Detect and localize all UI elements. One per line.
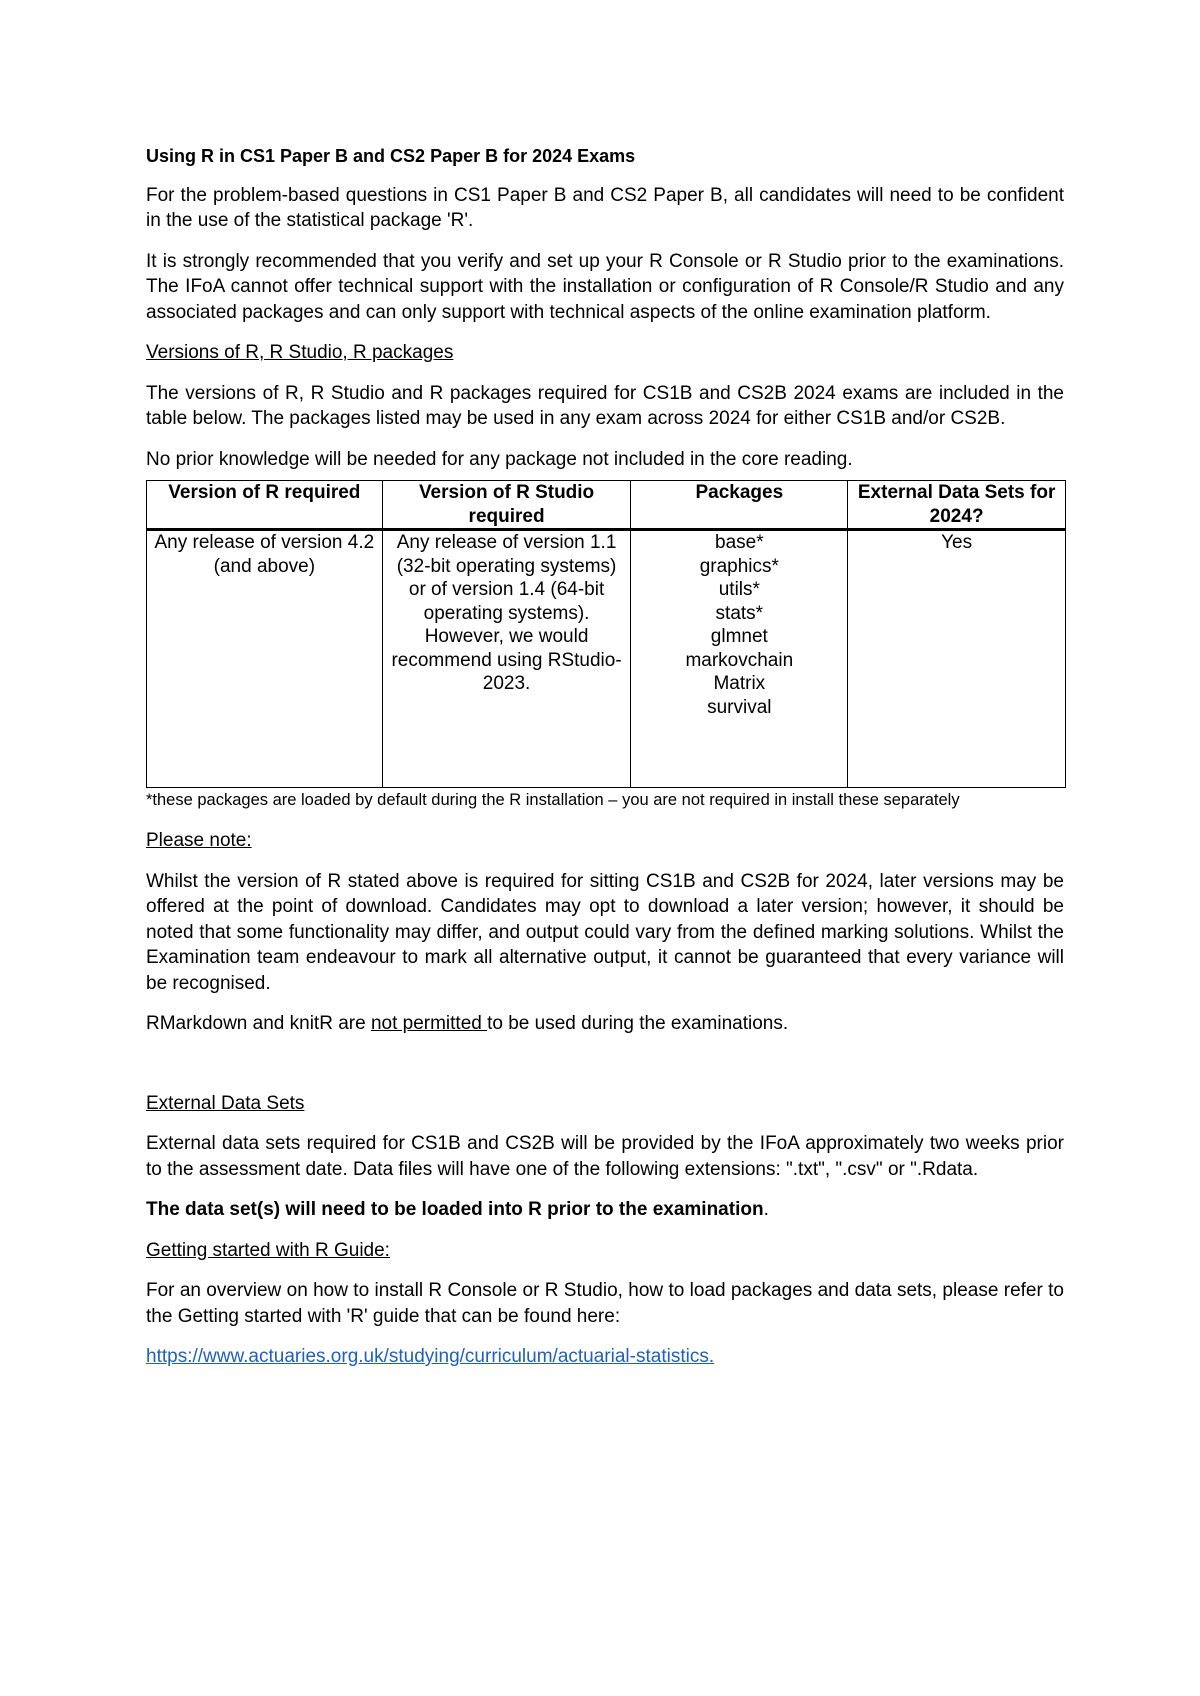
table-header-packages: Packages (631, 481, 848, 530)
note-text-after: to be used during the examinations. (487, 1013, 789, 1034)
note-paragraph-2 (146, 1011, 1064, 1037)
table-cell-packages: base* graphics* utils* stats* glmnet markovchain Matrix survival (631, 530, 848, 788)
guide-heading: Getting started with R Guide: (146, 1239, 390, 1261)
external-data-bold-tail: . (763, 1199, 769, 1220)
page-title: Using R in CS1 Paper B and CS2 Paper B for 2024 Exams (146, 146, 636, 166)
versions-paragraph-1: The versions of R, R Studio and R packages required for CS1B and CS2B 2024 exams are included in the table below. The packages listed may be used in any exam across 2024 for either CS1B and/or CS2B. (146, 382, 1064, 429)
external-data-bold: The data set(s) will need to be loaded into R prior to the examination (146, 1199, 764, 1220)
intro-paragraph-1: For the problem-based questions in CS1 Paper B and CS2 Paper B, all candidates will need to be confident in the use of the statistical package 'R'. (146, 184, 1064, 231)
external-data-heading: External Data Sets (146, 1092, 305, 1114)
note-text-before: RMarkdown and knitR are (146, 1013, 371, 1034)
table-cell-r-version: Any release of version 4.2 (and above) (147, 530, 383, 788)
table-header-rstudio-version: Version of R Studio required (382, 481, 631, 530)
external-data-note (146, 1197, 1064, 1223)
not-permitted-text: not permitted (370, 1013, 488, 1034)
requirements-table (146, 480, 1066, 788)
table-footnote: *these packages are loaded by default during the R installation – you are not required in install these separately (146, 791, 960, 809)
versions-paragraph-2: No prior knowledge will be needed for any package not included in the core reading. (146, 448, 853, 470)
versions-heading: Versions of R, R Studio, R packages (146, 342, 454, 363)
table-cell-external-data: Yes (848, 530, 1066, 788)
table-header-row (147, 481, 1066, 530)
table-header-r-version: Version of R required (147, 481, 383, 530)
document-page (146, 144, 1064, 1385)
table-header-external-data: External Data Sets for 2024? (848, 481, 1066, 530)
external-data-paragraph: External data sets required for CS1B and CS2B will be provided by the IFoA approximately two weeks prior to the assessment date. Data files will have one of the following extensions: ".txt", ".csv" or ".Rdata. (146, 1133, 1064, 1180)
actuarial-statistics-link[interactable]: https://www.actuaries.org.uk/studying/curriculum/actuarial-statistics. (146, 1346, 715, 1367)
spacer (146, 1052, 1064, 1091)
table-row (147, 530, 1066, 788)
intro-paragraph-2: It is strongly recommended that you verify and set up your R Console or R Studio prior to the examinations. The IFoA cannot offer technical support with the installation or configuration of R Console/R Studio and any associated packages and can only support with technical aspects of the online examination platform. (146, 250, 1064, 323)
guide-paragraph: For an overview on how to install R Console or R Studio, how to load packages and data sets, please refer to the Getting started with 'R' guide that can be found here: (146, 1280, 1064, 1327)
table-cell-rstudio-version: Any release of version 1.1 (32-bit operating systems) or of version 1.4 (64-bit operating systems). However, we would recommend using RStudio-2023. (382, 530, 631, 788)
guide-link-paragraph (146, 1344, 1064, 1370)
note-paragraph-1: Whilst the version of R stated above is required for sitting CS1B and CS2B for 2024, later versions may be offered at the point of download. Candidates may opt to download a later version; however, it should be noted that some functionality may differ, and output could vary from the defined marking solutions. Whilst the Examination team endeavour to mark all alternative output, it cannot be guaranteed that every variance will be recognised. (146, 870, 1064, 994)
please-note-heading: Please note: (146, 830, 252, 851)
